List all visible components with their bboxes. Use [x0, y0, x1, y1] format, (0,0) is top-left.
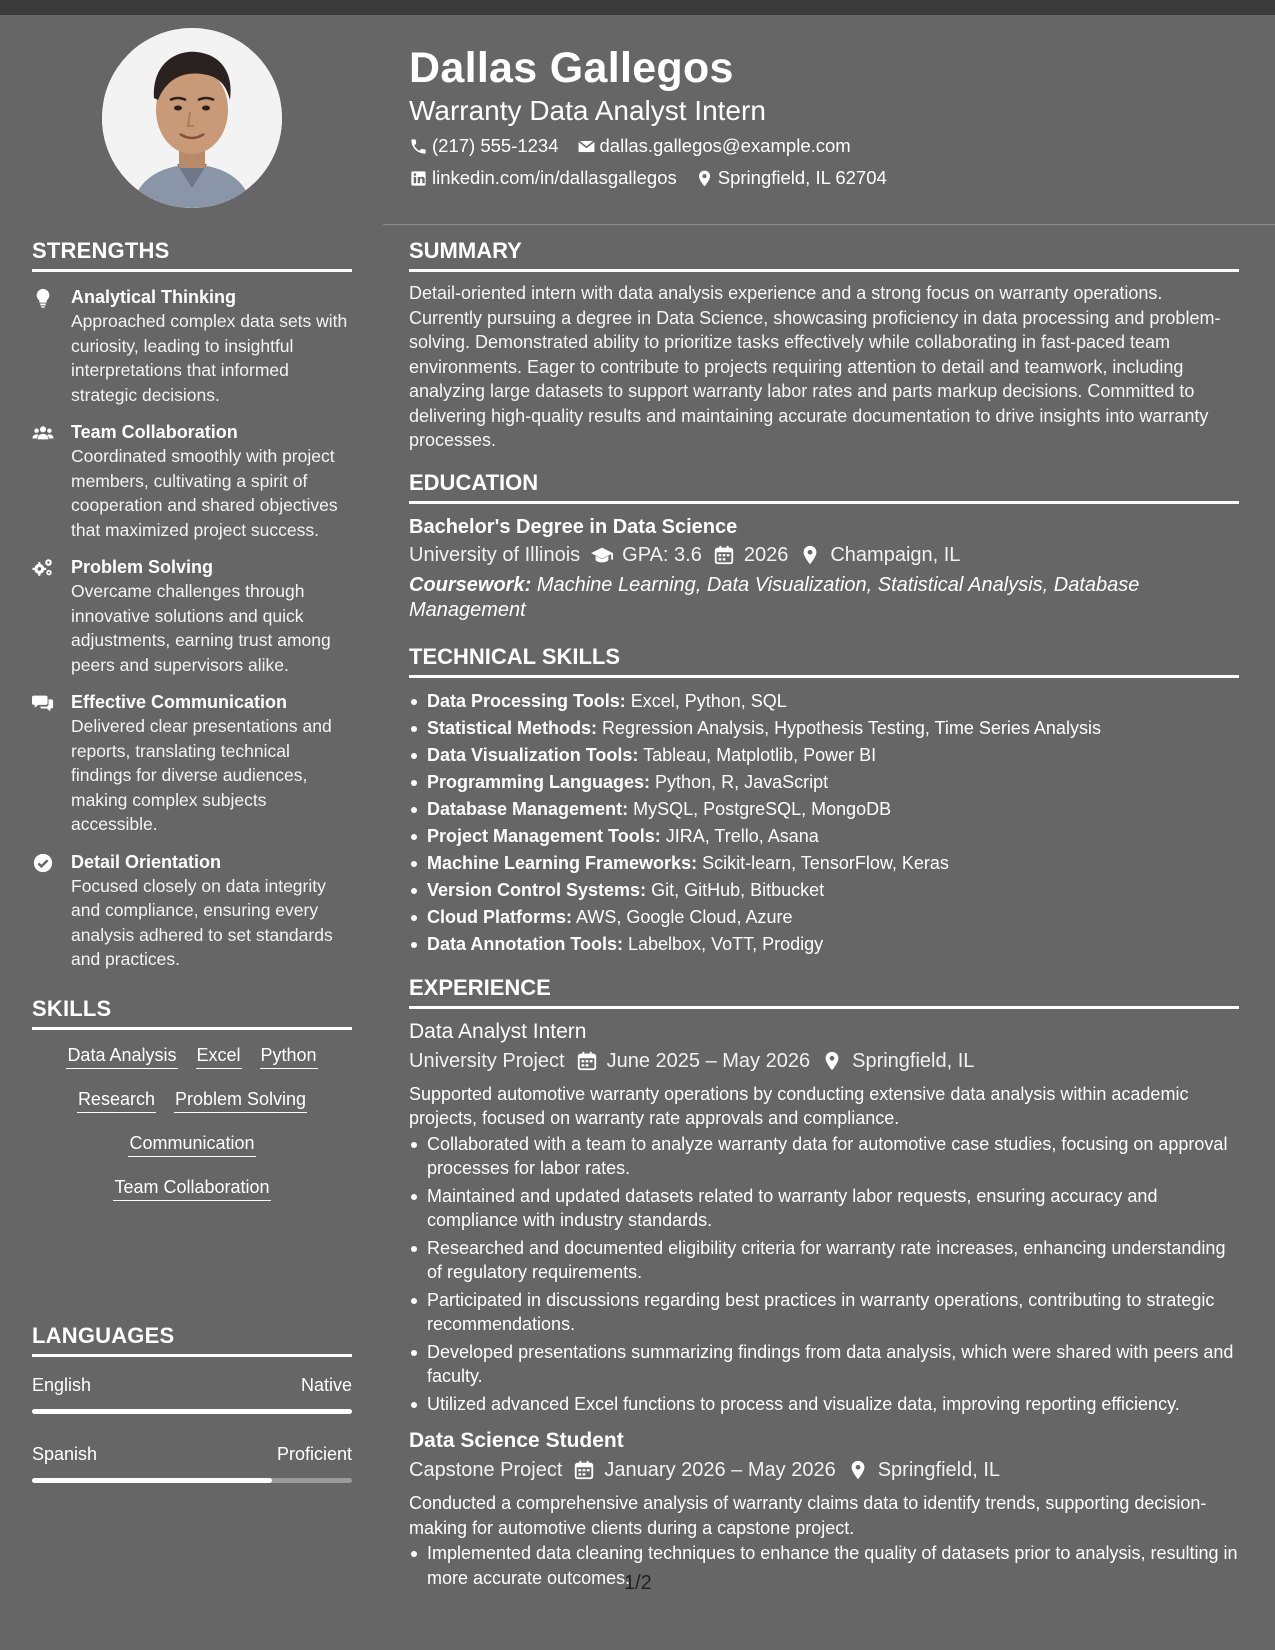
technical-skills-heading: TECHNICAL SKILLS — [409, 644, 1239, 678]
check-circle-icon — [32, 852, 54, 874]
calendar-icon — [713, 544, 735, 566]
candidate-title: Warranty Data Analyst Intern — [409, 95, 766, 126]
job-bullet: Utilized advanced Excel functions to process and visualize data, improving reporting efficiency. — [409, 1392, 1239, 1417]
comments-icon — [32, 692, 54, 714]
graduation-cap-icon — [591, 544, 613, 566]
language-bar-fill — [32, 1478, 272, 1483]
job-bullet: Researched and documented eligibility criteria for warranty rate increases, enhancing understanding of regulatory requirements. — [409, 1236, 1239, 1285]
contact-line-2 — [409, 167, 905, 189]
skills-list — [32, 1042, 352, 1201]
job-org: University Project — [409, 1049, 565, 1072]
strength-name: Effective Communication — [71, 692, 288, 712]
map-pin-icon — [847, 1459, 869, 1481]
language-bar — [32, 1478, 352, 1483]
skill-tag: Team Collaboration — [113, 1174, 270, 1201]
sidebar — [32, 238, 352, 1218]
map-pin-icon — [695, 169, 714, 188]
page-number: 1/2 — [624, 1572, 652, 1594]
job-bullet: Collaborated with a team to analyze warranty data for automotive case studies, focusing on approval processes for labor rates. — [409, 1132, 1239, 1181]
strength-desc: Approached complex data sets with curiosity, leading to insightful interpretations that informed strategic decisions. — [71, 311, 348, 405]
job-bullet: Implemented data cleaning techniques to enhance the quality of datasets prior to analysis, resulting in more accurate outcomes. — [409, 1541, 1239, 1590]
skill-tag: Data Analysis — [66, 1042, 177, 1069]
skill-row — [32, 1174, 352, 1201]
summary-heading: SUMMARY — [409, 238, 1239, 272]
job-meta — [409, 1046, 1239, 1076]
job-bullet: Maintained and updated datasets related to warranty labor requests, ensuring accuracy and compliance with industry standards. — [409, 1184, 1239, 1233]
job-title: Data Science Student — [409, 1429, 624, 1452]
skill-tag: Problem Solving — [174, 1086, 307, 1113]
strength-name: Analytical Thinking — [71, 287, 237, 307]
tech-skill-item: Data Annotation Tools: Labelbox, VoTT, Prodigy — [409, 931, 1239, 958]
phone-icon — [409, 137, 428, 156]
linkedin-text[interactable]: linkedin.com/in/dallasgallegos — [432, 167, 677, 188]
job-bullets — [409, 1541, 1239, 1590]
strength-item — [32, 285, 352, 407]
tech-skill-item: Data Visualization Tools: Tableau, Matplotlib, Power BI — [409, 742, 1239, 769]
skills-section — [32, 996, 352, 1201]
job-meta — [409, 1455, 1239, 1485]
map-pin-icon — [799, 544, 821, 566]
strength-item — [32, 690, 352, 837]
map-pin-icon — [821, 1050, 843, 1072]
tech-skill-item: Version Control Systems: Git, GitHub, Bitbucket — [409, 877, 1239, 904]
language-bar — [32, 1409, 352, 1414]
lightbulb-icon — [32, 287, 54, 309]
skill-row — [32, 1086, 352, 1113]
calendar-icon — [576, 1050, 598, 1072]
skill-tag: Research — [77, 1086, 156, 1113]
education-heading: EDUCATION — [409, 470, 1239, 504]
job-location: Springfield, IL — [877, 1459, 1000, 1481]
job-bullet: Participated in discussions regarding best practices in warranty operations, contributing to strategic recommendations. — [409, 1288, 1239, 1337]
languages-section — [32, 1323, 352, 1483]
degree-title: Bachelor's Degree in Data Science — [409, 515, 738, 538]
gears-icon — [32, 557, 54, 579]
tech-skill-item: Programming Languages: Python, R, JavaScript — [409, 769, 1239, 796]
language-bar-fill — [32, 1409, 352, 1414]
job-entry — [409, 1427, 1239, 1590]
strength-desc: Delivered clear presentations and reports, translating technical findings for diverse audiences, making complex subjects accessible. — [71, 716, 332, 834]
strengths-heading: STRENGTHS — [32, 238, 352, 272]
calendar-icon — [573, 1459, 595, 1481]
job-dates: June 2025 – May 2026 — [606, 1049, 811, 1072]
language-level: Proficient — [276, 1444, 352, 1464]
job-bullets — [409, 1132, 1239, 1417]
strength-name: Problem Solving — [71, 557, 214, 577]
school-name: University of Illinois — [409, 543, 581, 566]
coursework-label: Coursework: — [409, 573, 532, 596]
tech-skill-item: Machine Learning Frameworks: Scikit-learn, TensorFlow, Keras — [409, 850, 1239, 877]
job-bullet: Developed presentations summarizing findings from data analysis, which were shared with peers and faculty. — [409, 1340, 1239, 1389]
linkedin-item — [409, 167, 677, 189]
tech-skill-item: Statistical Methods: Regression Analysis, Hypothesis Testing, Time Series Analysis — [409, 715, 1239, 742]
email-text[interactable]: dallas.gallegos@example.com — [599, 135, 851, 156]
tech-skill-item: Data Processing Tools: Excel, Python, SQL — [409, 688, 1239, 715]
phone-item — [409, 135, 559, 157]
header-divider — [383, 224, 1275, 225]
job-location: Springfield, IL — [852, 1049, 975, 1072]
location-text: Springfield, IL 62704 — [717, 167, 887, 188]
gpa: GPA: 3.6 — [622, 543, 702, 566]
language-name: Spanish — [32, 1444, 98, 1464]
strength-item — [32, 850, 352, 972]
strength-desc: Overcame challenges through innovative solutions and quick adjustments, earning trust among peers and supervisors alike. — [71, 581, 331, 675]
skill-tag: Communication — [128, 1130, 255, 1157]
tech-skill-item: Cloud Platforms: AWS, Google Cloud, Azure — [409, 904, 1239, 931]
strength-item — [32, 420, 352, 542]
email-item — [577, 135, 851, 157]
coursework-list: Machine Learning, Data Visualization, Statistical Analysis, Database Management — [409, 573, 1140, 621]
job-dates: January 2026 – May 2026 — [604, 1459, 836, 1481]
language-level: Native — [300, 1375, 352, 1395]
languages-heading: LANGUAGES — [32, 1323, 352, 1357]
candidate-name: Dallas Gallegos — [409, 44, 734, 92]
skill-tag: Excel — [196, 1042, 242, 1069]
skill-row — [32, 1130, 352, 1157]
main-content — [409, 238, 1239, 1593]
skills-heading: SKILLS — [32, 996, 352, 1030]
users-icon — [32, 422, 54, 444]
linkedin-icon — [409, 169, 428, 188]
profile-photo — [102, 28, 282, 208]
experience-heading: EXPERIENCE — [409, 975, 1239, 1009]
strength-item — [32, 555, 352, 677]
strength-desc: Coordinated smoothly with project members, cultivating a spirit of cooperation and shared objectives that maximized project success. — [71, 446, 338, 540]
top-bar — [0, 0, 1275, 15]
tech-skill-item: Database Management: MySQL, PostgreSQL, MongoDB — [409, 796, 1239, 823]
coursework — [409, 573, 1239, 623]
job-description: Conducted a comprehensive analysis of warranty claims data to identify trends, supporting decision-making for automotive clients during a capstone project. — [409, 1493, 1207, 1538]
phone-text[interactable]: (217) 555-1234 — [432, 135, 559, 156]
education-meta — [409, 540, 1239, 570]
envelope-icon — [577, 137, 596, 156]
experience-section — [409, 975, 1239, 1591]
technical-skills-list — [409, 688, 1239, 958]
language-item — [32, 1442, 352, 1483]
job-org: Capstone Project — [409, 1459, 563, 1481]
tech-skill-item: Project Management Tools: JIRA, Trello, Asana — [409, 823, 1239, 850]
education-section — [409, 470, 1239, 623]
job-entry — [409, 1018, 1239, 1417]
school-location: Champaign, IL — [830, 543, 961, 566]
skill-tag: Python — [260, 1042, 318, 1069]
language-name: English — [32, 1375, 92, 1395]
technical-skills-section — [409, 644, 1239, 958]
strengths-list — [32, 285, 352, 972]
contact-line-1 — [409, 135, 869, 157]
strength-name: Detail Orientation — [71, 851, 222, 872]
strength-name: Team Collaboration — [71, 422, 238, 442]
skill-row — [32, 1042, 352, 1069]
strength-desc: Focused closely on data integrity and compliance, ensuring every analysis adhered to set standards and practices. — [71, 875, 333, 969]
job-title: Data Analyst Intern — [409, 1019, 587, 1043]
graduation-year: 2026 — [743, 543, 789, 566]
location-item — [695, 167, 887, 189]
language-item — [32, 1373, 352, 1414]
job-description: Supported automotive warranty operations by conducting extensive data analysis within academic projects, focused on warranty rate approvals and compliance. — [409, 1083, 1189, 1128]
summary-text: Detail-oriented intern with data analysis experience and a strong focus on warranty operations. Currently pursuing a degree in Data Science, showcasing proficiency in data processing and problem-solving. Demonstrated ability to prioritize tasks effectively while collaborating in fast-paced team environments. Eager to contribute to projects requiring attention to detail and teamwork, including analyzing large datasets to support warranty labor rates and parts markup decisions. Committed to delivering high-quality results and maintaining accurate documentation to drive insights into warranty processes. — [409, 283, 1221, 450]
